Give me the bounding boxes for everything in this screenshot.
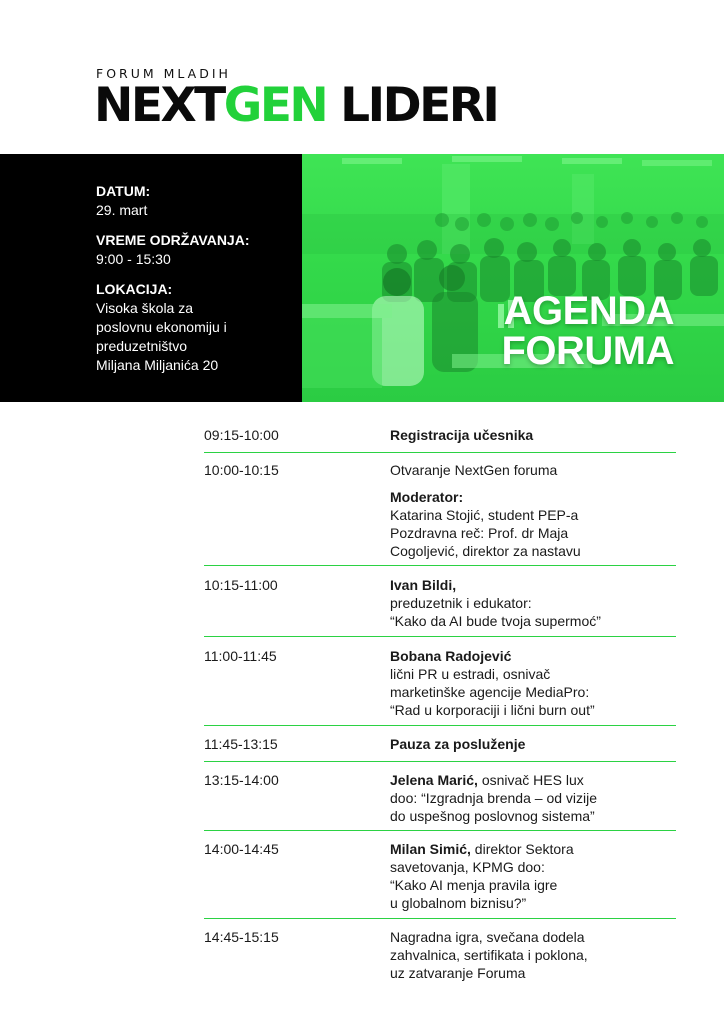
agenda-time: 09:15-10:00 [204,427,279,443]
agenda-row [204,637,676,726]
agenda-row [204,762,676,831]
agenda-text: Nagradna igra, svečana dodela [390,929,585,945]
agenda-text: savetovanja, KPMG doo: [390,859,545,875]
agenda-title-bold: Jelena Marić, [390,772,478,788]
agenda-table [204,418,676,988]
agenda-title-bold: Registracija učesnika [390,427,534,443]
location-line: poslovnu ekonomiju i [96,319,227,335]
agenda-row [204,453,676,566]
hero-photo [302,154,724,402]
logo-gen: GEN [223,78,327,133]
agenda-text: “Kako da AI bude tvoja supermoć” [390,613,601,629]
agenda-inline: osnivač HES lux [477,772,584,788]
agenda-title-line2: FORUMA [501,329,674,373]
event-info-panel [0,154,302,402]
location-line: Visoka škola za [96,300,194,316]
agenda-time: 10:15-11:00 [204,577,278,593]
agenda-text: “Rad u korporaciji i lični burn out” [390,702,595,718]
location-line: preduzetništvo [96,338,188,354]
agenda-text: Cogoljević, direktor za nastavu [390,543,581,559]
agenda-time: 14:45-15:15 [204,929,279,945]
agenda-time: 14:00-14:45 [204,841,279,857]
date-label: DATUM: [96,183,151,199]
time-value: 9:00 - 15:30 [96,251,171,267]
agenda-text: u globalnom biznisu?” [390,895,527,911]
agenda-text: “Kako AI menja pravila igre [390,877,558,893]
brand-subtitle: FORUM MLADIH [96,66,231,81]
agenda-title-bold: Ivan Bildi, [390,577,457,593]
agenda-inline: direktor Sektora [470,841,574,857]
agenda-time: 10:00-10:15 [204,462,279,478]
agenda-row [204,418,676,453]
time-label: VREME ODRŽAVANJA: [96,232,250,248]
agenda-title-line1: AGENDA [503,289,674,333]
location-label: LOKACIJA: [96,281,173,297]
agenda-time: 11:45-13:15 [204,736,278,752]
agenda-text: Pozdravna reč: Prof. dr Maja [390,525,569,541]
agenda-text: zahvalnica, sertifikata i poklona, [390,947,588,963]
agenda-title-bold: Bobana Radojević [390,648,512,664]
agenda-time: 11:00-11:45 [204,648,277,664]
brand-logo [94,80,497,132]
location-line: Miljana Miljanića 20 [96,357,219,373]
agenda-text: Katarina Stojić, student PEP-a [390,507,579,523]
agenda-text: do uspešnog poslovnog sistema” [390,808,595,824]
agenda-lead: Otvaranje NextGen foruma [390,462,558,478]
agenda-text: marketinške agencije MediaPro: [390,684,590,700]
agenda-row [204,831,676,919]
logo-next: NEXT [94,78,224,133]
agenda-text: uz zatvaranje Foruma [390,965,526,981]
agenda-title-bold: Milan Simić, [390,841,471,857]
agenda-row [204,566,676,637]
agenda-text: preduzetnik i edukator: [390,595,532,611]
agenda-title-bold: Moderator: [390,489,464,505]
agenda-title-bold: Pauza za posluženje [390,736,526,752]
agenda-time: 13:15-14:00 [204,772,279,788]
date-value: 29. mart [96,202,148,218]
agenda-text: doo: “Izgradnja brenda – od vizije [390,790,598,806]
agenda-row [204,726,676,762]
agenda-row [204,919,676,988]
agenda-text: lični PR u estradi, osnivač [390,666,551,682]
agenda-title [501,291,674,371]
logo-lideri: LIDERI [340,78,498,133]
